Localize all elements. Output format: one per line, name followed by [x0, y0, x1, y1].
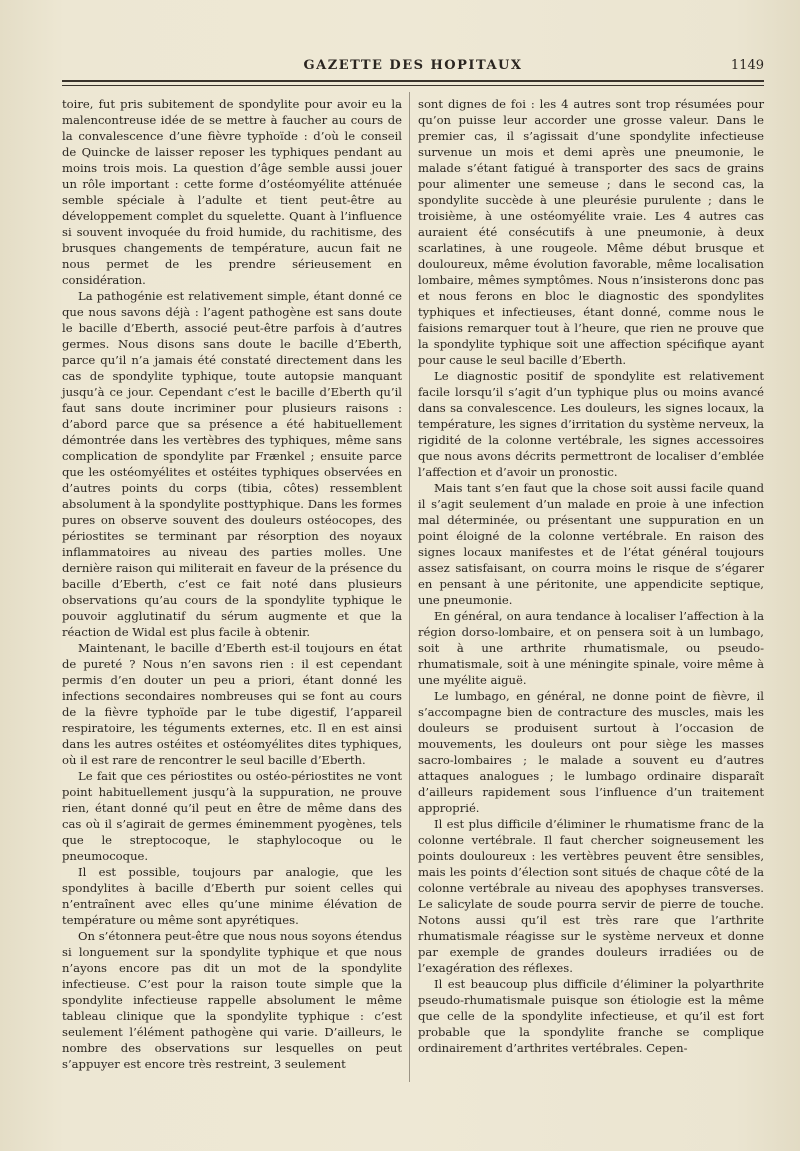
- paragraph: Il est beaucoup plus difficile d’éliminer la polyarthrite pseudo-rhumatismale puisque son étiologie est la même que celle de la spondylite infectieuse, et qu’il est fort probable que la spondylite franche se complique ordinairement d’arthrites vertébrales. Cepen-: [418, 977, 764, 1055]
- page-number: 1149: [730, 58, 764, 73]
- paragraph: La pathogénie est relativement simple, étant donné ce que nous savons déjà : l’agent pathogène est sans doute le bacille d’Eberth, associé peut-être parfois à d’autres germes. Nous disons sans doute le bacille d’Eberth, parce qu’il n’a jamais été constaté directement dans les cas de spondylite typhique, toute autopsie manquant jusqu’à ce jour. Cependant c’est le bacille d’Eberth qu’il faut sans doute incriminer pour plusieurs raisons : d’abord parce que sa présence a été habituellement démontrée dans les vertèbres des typhiques, même sans complication de spondylite par Frænkel ; ensuite parce que les ostéomyélites et ostéites typhiques observées en d’autres points du corps (tibia, côtes) ressemblent absolument à la spondylite posttyphique. Dans les formes pures on observe souvent des douleurs ostéocopes, des périostites se terminant par résorption des noyaux inflammatoires au niveau des parties molles. Une dernière raison qui militerait en faveur de la présence du bacille d’Eberth, c’est ce fait noté dans plusieurs observations qu’au cours de la spondylite typhique le pouvoir agglutinatif du sérum augmente et que la réaction de Widal est plus facile à obtenir.: [62, 289, 402, 639]
- journal-title: GAZETTE DES HOPITAUX: [303, 58, 523, 73]
- paragraph: toire, fut pris subitement de spondylite pour avoir eu la malencontreuse idée de se mettre à faucher au cours de la convalescence d’une fièvre typhoïde : d’où le conseil de Quincke de laisser reposer les typhiques pendant au moins trois mois. La question d’âge semble aussi jouer un rôle important : cette forme d’ostéomyélite atténuée semble spéciale à l’adulte et tient peut-être au développement complet du squelette. Quant à l’influence si souvent invoquée du froid humide, du rachitisme, des brusques changements de température, aucun fait ne nous permet de les prendre sérieusement en considération.: [62, 97, 402, 287]
- paragraph: Mais tant s’en faut que la chose soit aussi facile quand il s’agit seulement d’un malade en proie à une infection mal déterminée, ou présentant une suppuration en un point éloigné de la colonne vertébrale. En raison des signes locaux manifestes et de l’état général toujours assez satisfaisant, on courra moins le risque de s’égarer en pensant à une péritonite, une appendicite septique, une pneumonie.: [418, 481, 764, 607]
- paragraph: Il est possible, toujours par analogie, que les spondylites à bacille d’Eberth pur soient celles qui n’entraînent avec elles qu’une minime élévation de température ou même sont apyrétiques.: [62, 865, 402, 927]
- right-column: [418, 96, 764, 1056]
- paragraph: Le diagnostic positif de spondylite est relativement facile lorsqu’il s’agit d’un typhique plus ou moins avancé dans sa convalescence. Les douleurs, les signes locaux, la température, les signes d’irritation du système nerveux, la rigidité de la colonne vertébrale, les signes accessoires que nous avons décrits permettront de localiser d’emblée l’affection et d’avoir un pronostic.: [418, 369, 764, 479]
- paragraph: Le lumbago, en général, ne donne point de fièvre, il s’accompagne bien de contracture des muscles, mais les douleurs se produisent surtout à l’occasion de mouvements, les douleurs ont pour siège les masses sacro-lombaires ; le malade a souvent eu d’autres attaques analogues ; le lumbago ordinaire disparaît d’ailleurs rapidement sous l’influence d’un traitement approprié.: [418, 689, 764, 815]
- page-header: [62, 56, 764, 80]
- paragraph: Le fait que ces périostites ou ostéo-périostites ne vont point habituellement jusqu’à la suppuration, ne prouve rien, étant donné qu’il peut en être de même dans des cas où il s’agirait de germes éminemment pyogènes, tels que le streptocoque, le staphylocoque ou le pneumocoque.: [62, 769, 402, 863]
- paragraph: Il est plus difficile d’éliminer le rhumatisme franc de la colonne vertébrale. Il faut chercher soigneusement les points douloureux : les vertèbres peuvent être sensibles, mais les points d’élection sont situés de chaque côté de la colonne vertébrale au niveau des apophyses transverses. Le salicylate de soude pourra servir de pierre de touche. Notons aussi qu’il est très rare que l’arthrite rhumatismale réagisse sur le système nerveux et donne par exemple de grandes douleurs irradiées ou de l’exagération des réflexes.: [418, 817, 764, 975]
- paragraph: On s’étonnera peut-être que nous nous soyons étendus si longuement sur la spondylite typhique et que nous n’ayons encore pas dit un mot de la spondylite infectieuse. C’est pour la raison toute simple que la spondylite infectieuse rappelle absolument le même tableau clinique que la spondylite typhique : c’est seulement l’élément pathogène qui varie. D’ailleurs, le nombre des observations sur lesquelles on peut s’appuyer est encore très restreint, 3 seulement: [62, 929, 402, 1071]
- header-rule-thick: [62, 80, 764, 82]
- paragraph: sont dignes de foi : les 4 autres sont trop résumées pour qu’on puisse leur accorder une grosse valeur. Dans le premier cas, il s’agissait d’une spondylite infectieuse survenue un mois et demi après une pneumonie, le malade s’étant fatigué à transporter des sacs de grains pour alimenter une semeuse ; dans le second cas, la spondylite succède à une pleurésie purulente ; dans le troisième, à une ostéomyélite vraie. Les 4 autres cas auraient été consécutifs à une pneumonie, à deux scarlatines, à une rougeole. Même début brusque et douloureux, même évolution favorable, même localisation lombaire, mêmes symptômes. Nous n’insisterons donc pas et nous ferons en bloc le diagnostic des spondylites typhiques et infectieuses, étant donné, comme nous le faisions remarquer tout à l’heure, que rien ne prouve que la spondylite typhique soit une affection spécifique ayant pour cause le seul bacille d’Eberth.: [418, 97, 764, 367]
- paragraph: En général, on aura tendance à localiser l’affection à la région dorso-lombaire, et on pensera soit à un lumbago, soit à une arthrite rhumatismale, ou pseudo-rhumatismale, soit à une méningite spinale, voire même à une myélite aiguë.: [418, 609, 764, 687]
- header-rule-thin: [62, 85, 764, 86]
- paragraph: Maintenant, le bacille d’Eberth est-il toujours en état de pureté ? Nous n’en savons rien : il est cependant permis d’en douter un peu a priori, étant donné les infections secondaires nombreuses qui se font au cours de la fièvre typhoïde par le tube digestif, l’appareil respiratoire, les téguments externes, etc. Il en est ainsi dans les autres ostéites et ostéomyélites dites typhiques, où il est rare de rencontrer le seul bacille d’Eberth.: [62, 641, 402, 767]
- left-column: [62, 96, 402, 1072]
- column-divider: [409, 92, 410, 1082]
